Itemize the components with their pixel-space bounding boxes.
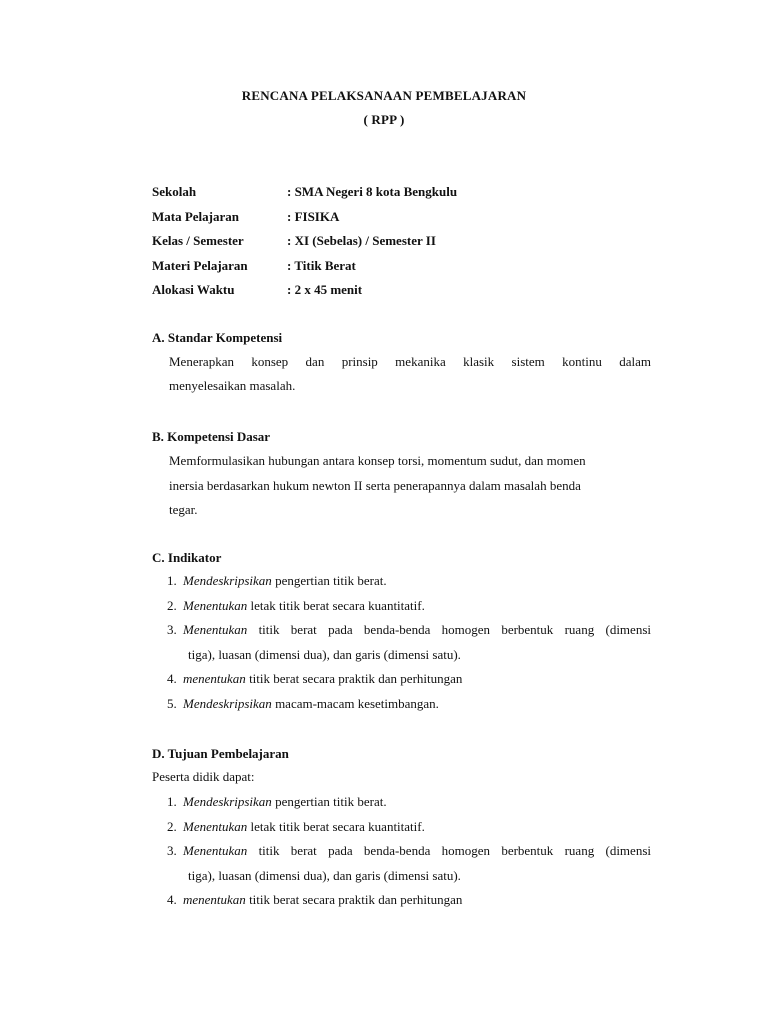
list-text: tiga), luasan (dimensi dua), dan garis (dimensi satu). xyxy=(188,646,461,662)
list-verb: menentukan xyxy=(183,671,246,686)
section-d-intro: Peserta didik dapat: xyxy=(152,769,255,784)
list-number: 1. xyxy=(167,573,177,588)
section-d-heading: D. Tujuan Pembelajaran xyxy=(152,746,289,761)
identity-label: Mata Pelajaran xyxy=(152,208,240,224)
identity-value: : XI (Sebelas) / Semester II xyxy=(287,233,436,248)
section-a-line-1: Menerapkan konsep dan prinsip mekanika klasik sistem kontinu dalam xyxy=(169,354,651,369)
list-number: 3. xyxy=(167,622,177,637)
list-number: 5. xyxy=(167,695,177,711)
document-title: RENCANA PELAKSANAAN PEMBELAJARAN xyxy=(241,88,527,103)
identity-value: : Titik Berat xyxy=(287,257,356,273)
identity-label: Alokasi Waktu xyxy=(152,282,235,297)
list-verb: Menentukan xyxy=(183,597,248,613)
list-text: macam-macam kesetimbangan. xyxy=(271,695,439,711)
identity-value: : 2 x 45 menit xyxy=(287,282,363,297)
list-number: 2. xyxy=(167,597,177,613)
section-c-heading: C. Indikator xyxy=(152,550,222,565)
identity-value: : SMA Negeri 8 kota Bengkulu xyxy=(287,184,458,199)
list-text: pengertian titik berat. xyxy=(271,573,387,588)
section-a-line-2: menyelesaikan masalah. xyxy=(169,378,296,393)
list-verb: Menentukan xyxy=(183,818,248,834)
list-text: titik berat pada benda-benda homogen berbentuk ruang (dimensi xyxy=(247,843,651,858)
list-number: 1. xyxy=(167,794,177,809)
list-text: tiga), luasan (dimensi dua), dan garis (dimensi satu). xyxy=(188,867,461,883)
list-text: titik berat pada benda-benda homogen berbentuk ruang (dimensi xyxy=(247,622,651,637)
list-number: 4. xyxy=(167,671,177,686)
section-a-heading: A. Standar Kompetensi xyxy=(152,330,283,345)
list-number: 2. xyxy=(167,818,177,834)
list-verb: Menentukan xyxy=(183,843,248,858)
section-b-line-2: inersia berdasarkan hukum newton II serta penerapannya dalam masalah benda xyxy=(169,478,581,493)
list-verb: Menentukan xyxy=(183,622,248,637)
list-number: 4. xyxy=(167,892,177,907)
section-b-heading: B. Kompetensi Dasar xyxy=(152,429,271,444)
list-verb: Mendeskripsikan xyxy=(183,573,272,588)
list-verb: menentukan xyxy=(183,892,246,907)
list-verb: Mendeskripsikan xyxy=(183,695,272,711)
section-b-line-1: Memformulasikan hubungan antara konsep torsi, momentum sudut, dan momen xyxy=(169,453,586,468)
document-subtitle: ( RPP ) xyxy=(363,112,405,127)
list-text: letak titik berat secara kuantitatif. xyxy=(247,597,425,613)
list-text: titik berat secara praktik dan perhitungan xyxy=(245,892,463,907)
list-number: 3. xyxy=(167,843,177,858)
identity-label: Sekolah xyxy=(152,184,197,199)
identity-value: : FISIKA xyxy=(287,208,340,224)
list-verb: Mendeskripsikan xyxy=(183,794,272,809)
identity-label: Kelas / Semester xyxy=(152,233,244,248)
section-b-line-3: tegar. xyxy=(169,502,198,517)
list-text: titik berat secara praktik dan perhitungan xyxy=(245,671,463,686)
list-text: letak titik berat secara kuantitatif. xyxy=(247,818,425,834)
identity-label: Materi Pelajaran xyxy=(152,257,248,273)
list-text: pengertian titik berat. xyxy=(271,794,387,809)
